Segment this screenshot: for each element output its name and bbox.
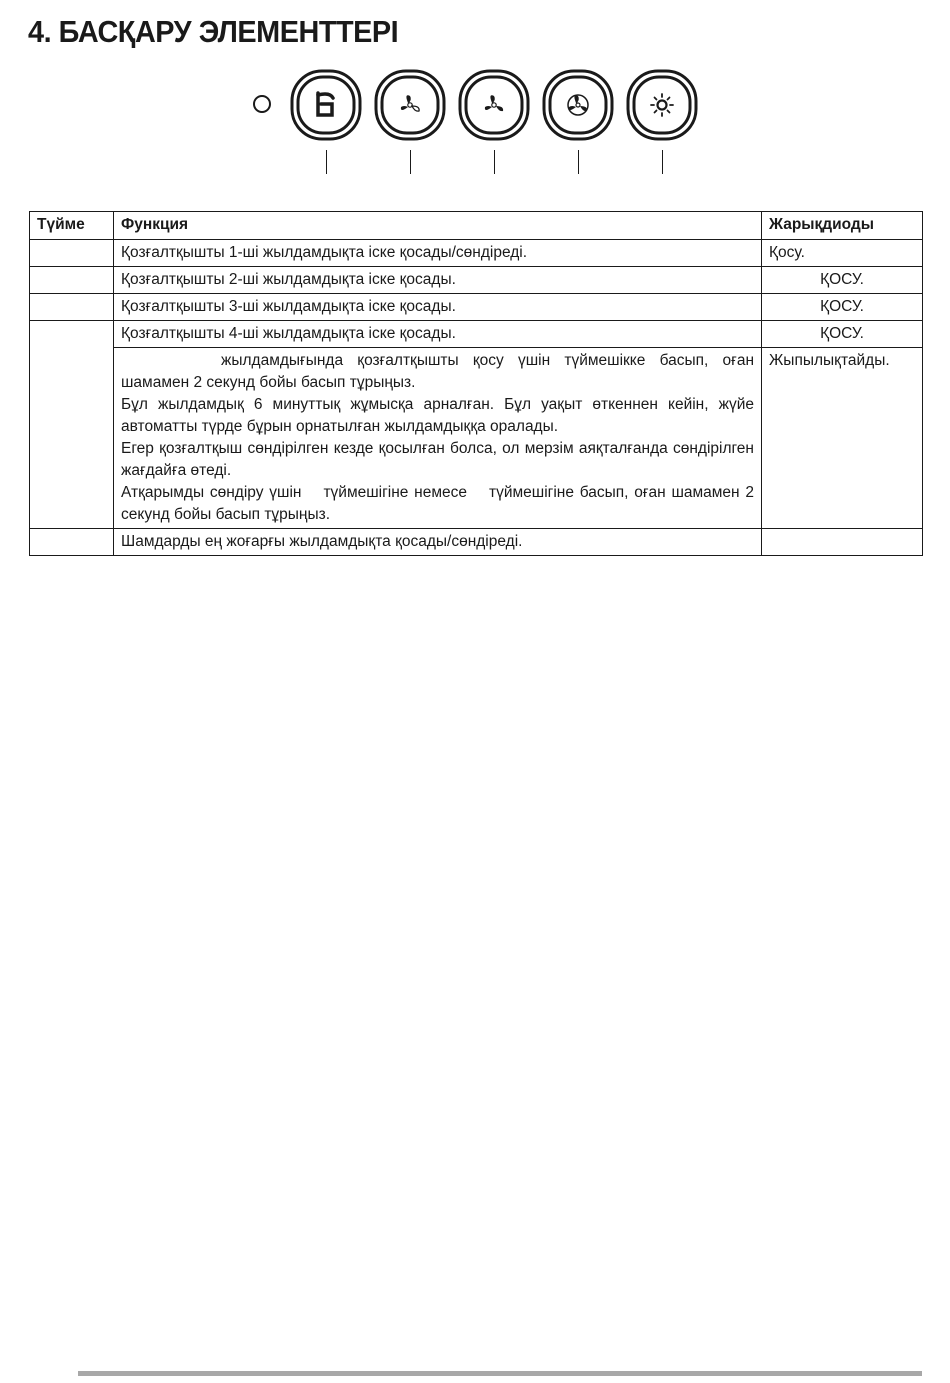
table-header-row: [30, 212, 923, 240]
led-cell: ҚОСУ.: [762, 267, 923, 294]
led-cell: Қосу.: [762, 240, 923, 267]
boost-timer-icon: [290, 69, 362, 141]
callout-line: [410, 150, 411, 174]
fan-speed-2-button[interactable]: [458, 69, 530, 141]
callout-line: [494, 150, 495, 174]
footer-divider: [78, 1371, 922, 1376]
indicator-led-icon: [253, 95, 271, 113]
boost-text-line4: Атқарымды сөндіру үшін түймешігіне немесе түймешігіне басып, оған шамамен 2 секунд бойы басып тұрыңыз.: [121, 484, 754, 523]
table-row: [30, 529, 923, 556]
callout-line: [662, 150, 663, 174]
header-button: Түйме: [30, 212, 114, 240]
table-row: [30, 321, 923, 348]
table-row: [30, 348, 923, 529]
boost-text-line1: жылдамдығында қозғалтқышты қосу үшін түймешікке басып, оған шамамен 2 секунд бойы басып тұрыңыз.: [121, 352, 754, 391]
controls-table: [29, 211, 923, 556]
table-row: [30, 294, 923, 321]
header-led: Жарықдиоды: [762, 212, 923, 240]
control-panel-diagram: [0, 0, 950, 190]
function-cell: Қозғалтқышты 4-ші жылдамдықта іске қосады.: [114, 321, 762, 348]
callout-line: [326, 150, 327, 174]
fan-speed-1-button[interactable]: [374, 69, 446, 141]
boost-function-cell: [114, 348, 762, 529]
button-cell: [30, 294, 114, 321]
fan-speed-1-icon: [374, 69, 446, 141]
fan-speed-3-icon: [542, 69, 614, 141]
button-cell: [30, 240, 114, 267]
header-function: Функция: [114, 212, 762, 240]
led-cell: Жыпылықтайды.: [762, 348, 923, 529]
function-cell: Шамдарды ең жоғарғы жылдамдықта қосады/сөндіреді.: [114, 529, 762, 556]
button-cell: [30, 529, 114, 556]
table-row: [30, 267, 923, 294]
boost-text-line2: Бұл жылдамдық 6 минуттық жұмысқа арналған. Бұл уақыт өткеннен кейін, жүйе автоматты түрде бұрын орнатылған жылдамдыққа оралады.: [121, 396, 754, 435]
led-cell: ҚОСУ.: [762, 294, 923, 321]
light-icon: [626, 69, 698, 141]
function-cell: Қозғалтқышты 1-ші жылдамдықта іске қосады/сөндіреді.: [114, 240, 762, 267]
function-cell: Қозғалтқышты 3-ші жылдамдықта іске қосады.: [114, 294, 762, 321]
button-cell: [30, 321, 114, 529]
button-cell: [30, 267, 114, 294]
led-cell: ҚОСУ.: [762, 321, 923, 348]
callout-line: [578, 150, 579, 174]
boost-text-line3: Егер қозғалтқыш сөндірілген кезде қосылған болса, ол мерзім аяқталғанда сөндірілген жағдайға өтеді.: [121, 440, 754, 479]
led-cell: [762, 529, 923, 556]
section-title: 4. БАСҚАРУ ЭЛЕМЕНТТЕРІ: [28, 14, 399, 49]
boost-button[interactable]: [290, 69, 362, 141]
light-button[interactable]: [626, 69, 698, 141]
function-cell: Қозғалтқышты 2-ші жылдамдықта іске қосады.: [114, 267, 762, 294]
table-row: [30, 240, 923, 267]
fan-speed-3-button[interactable]: [542, 69, 614, 141]
fan-speed-2-icon: [458, 69, 530, 141]
